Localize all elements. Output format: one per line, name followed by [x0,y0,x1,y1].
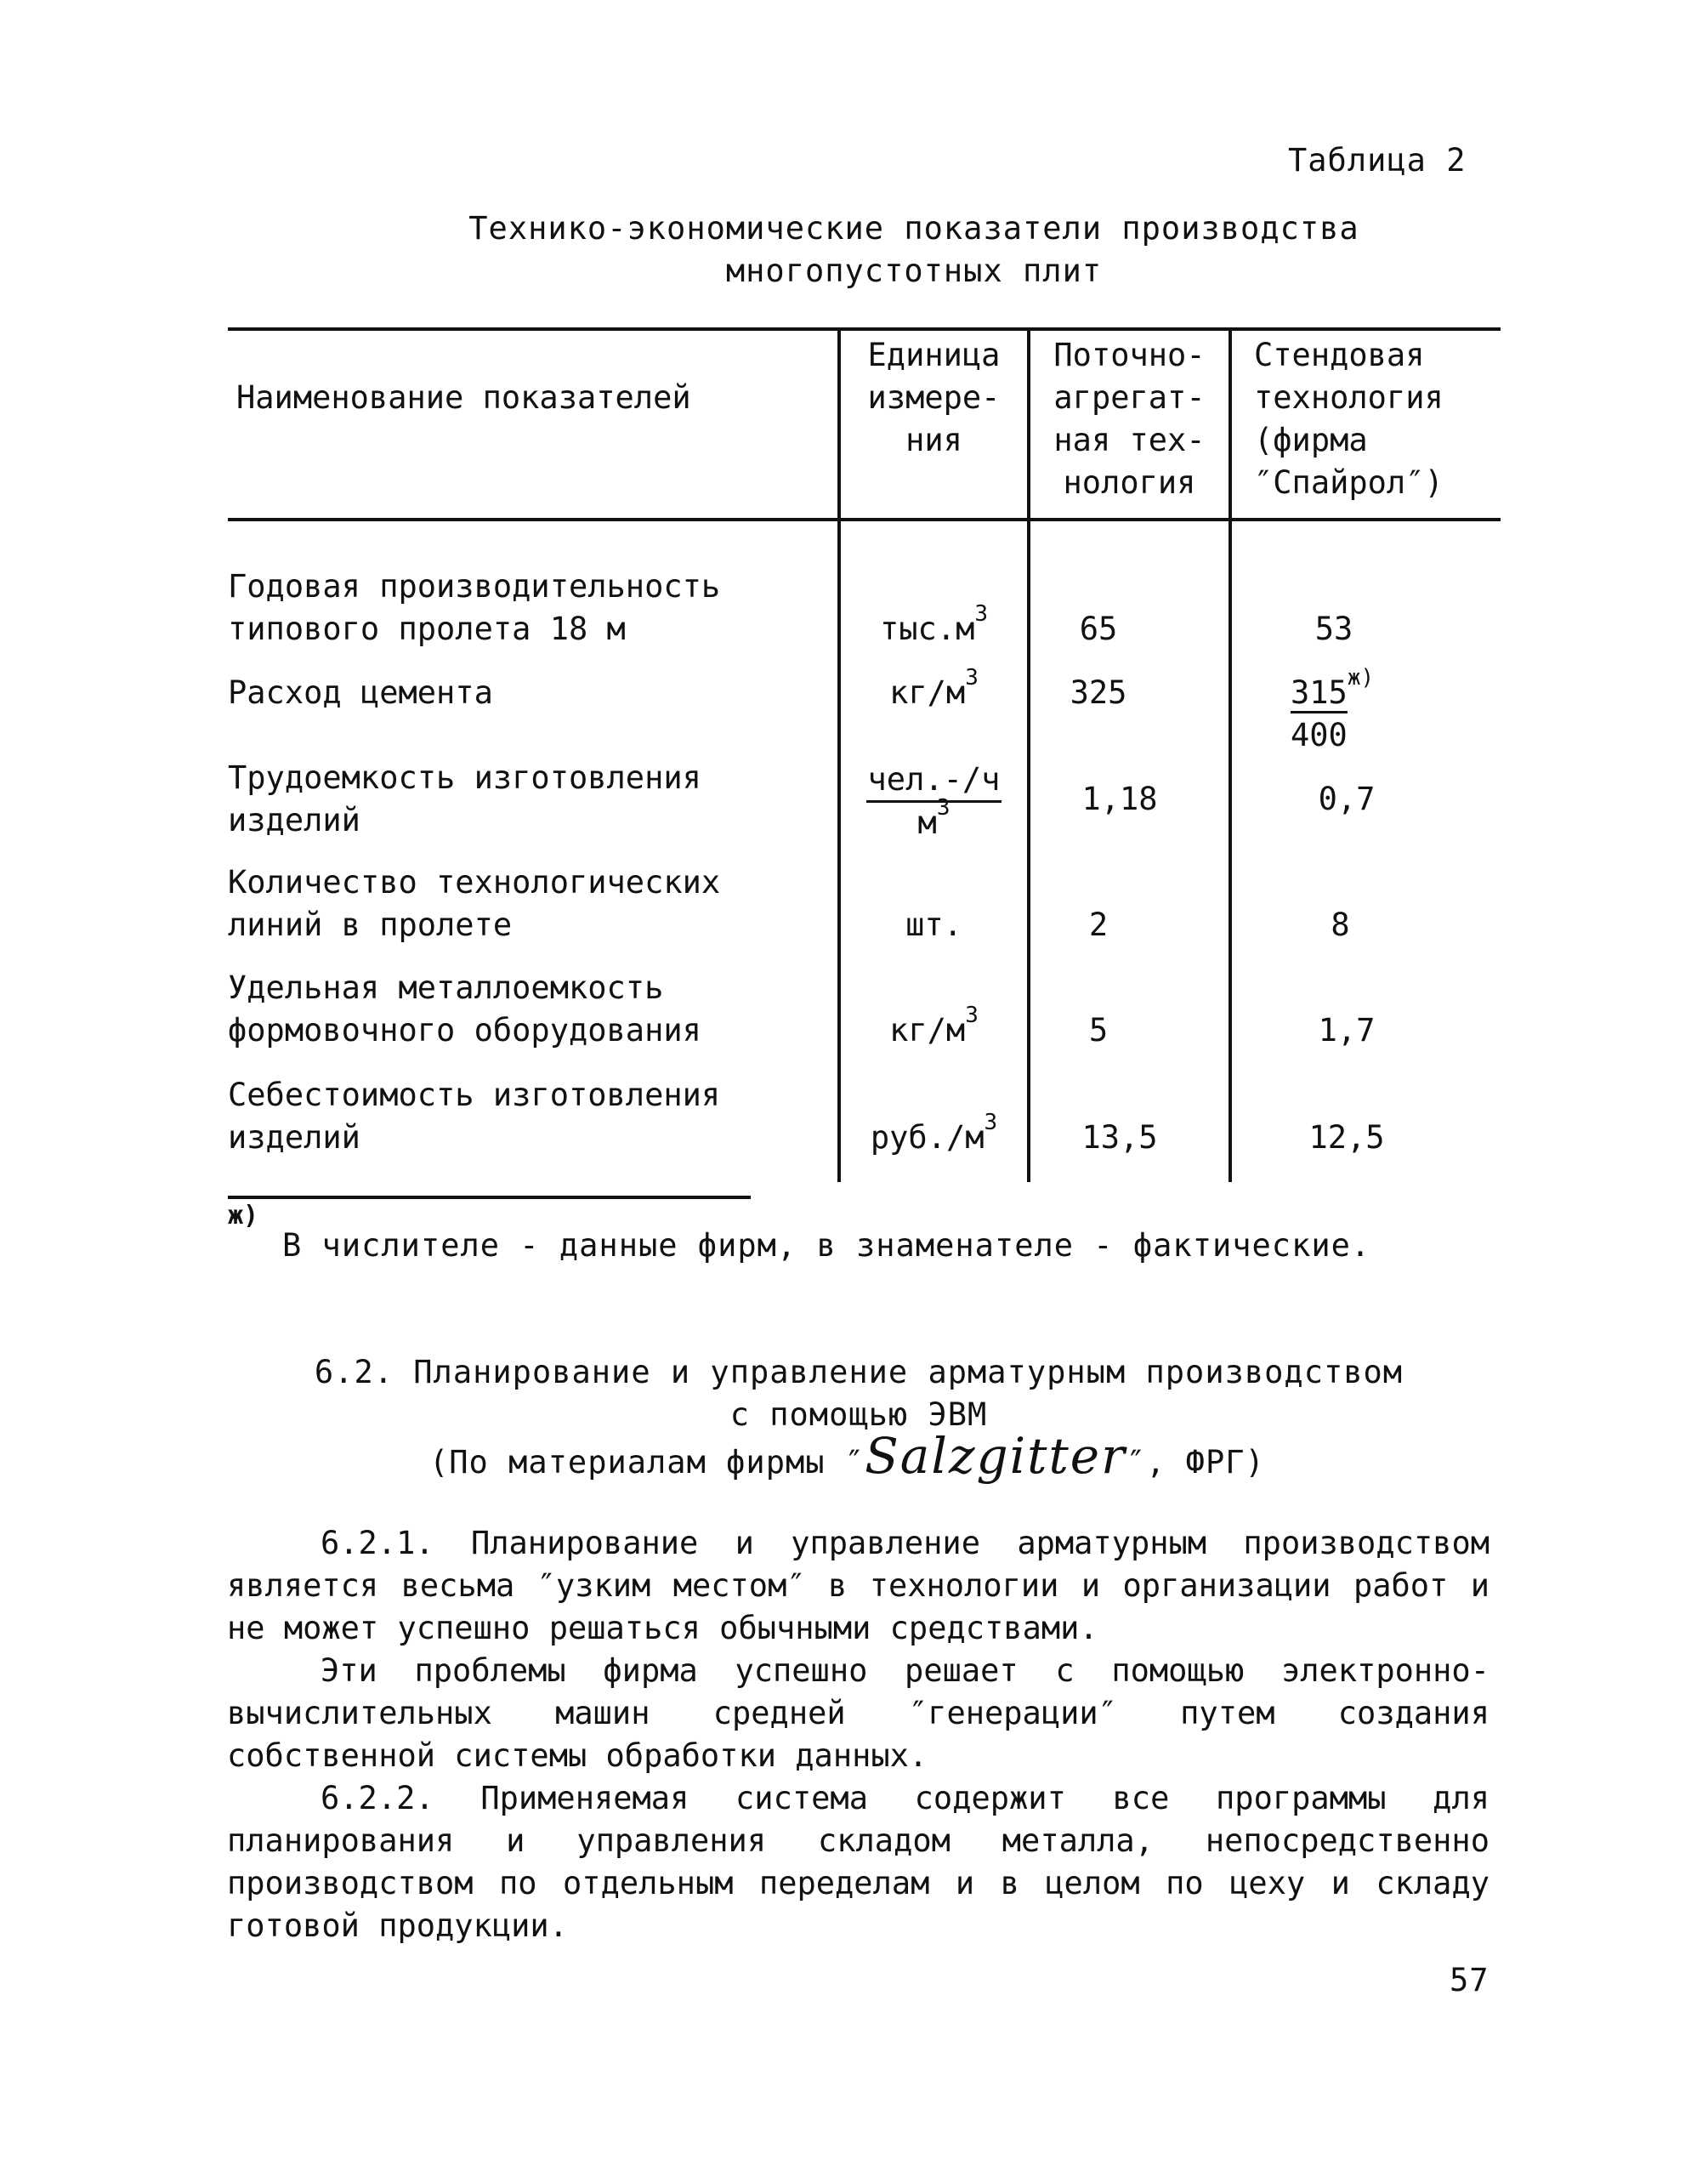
header-flow-tech: Поточно- агрегат- ная тех- нология [1053,337,1206,501]
row-flow-labor: 1,18 [1081,781,1158,817]
footnote-mark: ж) [228,1201,259,1231]
row-name-cement: Расход цемента [228,674,493,711]
paragraph-6-2-1: 6.2.1. Планирование и управление арматурным производством является весьма ″узким местом″ в технологии и организации работ и не может успешно решаться обычными средствами. [227,1525,1490,1646]
row-stand-cost: 12,5 [1308,1119,1385,1156]
section-heading-line1: 6.2. Планирование и управление арматурным производством [314,1354,1404,1390]
row-stand-labor: 0,7 [1318,781,1376,817]
row-stand-cement: $315^{ж)}$ 400 [1291,665,1375,753]
page-number: 57 [1450,1962,1490,1998]
row-stand-annual-output: 53 [1314,611,1353,647]
row-unit-cost: $руб./м^3$ [870,1110,998,1156]
row-name-lines: Количество технологических линий в пролете [228,864,721,943]
footnote-text: В числителе - данные фирм, в знаменателе - фактические. [282,1227,1371,1264]
row-unit-labor: $\frac{\text{чел.-/ч}}{м^3}$ [867,761,1001,841]
row-unit-cement: $кг/м^3$ [889,665,979,711]
table-title-line1: Технико-экономические показатели производства [468,210,1359,247]
row-unit-annual-output: $тыс.м^3$ [879,601,989,647]
paragraph-problems: Эти проблемы фирма успешно решает с помощью электронно-вычислительных машин средней ″генерации″ путем создания собственной системы обработки данных. [227,1652,1490,1774]
header-name: Наименование показателей [236,379,691,416]
row-flow-lines: 2 [1088,907,1109,943]
column-rule-3 [1229,327,1232,1182]
row-flow-cost: 13,5 [1081,1119,1158,1156]
table-label: Таблица 2 [1288,142,1467,179]
section-heading-line3: (По материалам фирмы ″Salzgitter″, ФРГ) [429,1427,1265,1485]
row-stand-metal: 1,7 [1318,1012,1376,1049]
table-title-line2: многопустотных плит [725,253,1103,289]
table-top-rule [228,327,1501,331]
handwritten-company-name: Salzgitter [865,1427,1126,1485]
row-flow-metal: 5 [1088,1012,1109,1049]
row-unit-lines: шт. [905,907,962,943]
row-unit-metal: $кг/м^3$ [889,1003,979,1049]
row-flow-cement: 325 [1070,674,1127,711]
row-name-annual-output: Годовая производительность типового пролета 18 м [228,568,721,647]
row-stand-lines: 8 [1331,907,1350,943]
section-heading-line2: с помощью ЭВМ [729,1396,988,1433]
header-unit: Единица измере- ния [867,337,1001,458]
row-name-metal: Удельная металлоемкость формовочного оборудования [228,969,701,1049]
body-text [227,1522,1490,1947]
row-flow-annual-output: 65 [1079,611,1118,647]
header-stand-tech: Стендовая технология (фирма ″Спайрол″) [1254,337,1444,501]
footnote-rule [228,1196,751,1199]
row-name-cost: Себестоимость изготовления изделий [228,1077,721,1156]
row-name-labor: Трудоемкость изготовления изделий [228,759,701,838]
paragraph-6-2-2: 6.2.2. Применяемая система содержит все программы для планирования и управления складом металла, непосредственно производством по отдельным переделам и в целом по цеху и складу готовой продукции. [227,1780,1490,1944]
table-header-rule [228,518,1501,521]
